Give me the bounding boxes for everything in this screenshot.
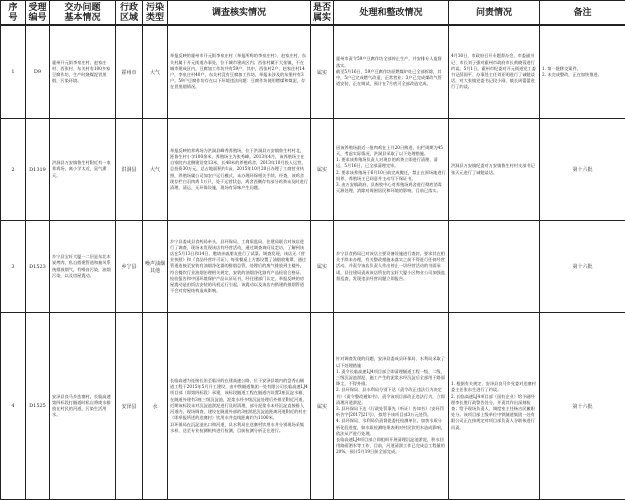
cell-investigation: 乡宁县委成县食药局牵头，县环保局、工商质监局、住建局联合对该店进行了调查，现场未发现该店有经营活动，通过调查询问及走访，了解到该店在5月13日和14日，邀请亲戚朋友进行了试菜。调查发现，该店无《营业执照》和《食品经营许可证》，每张餐桌上方都设置了油烟收集罩，通过管道连接至安装有油烟净化器的排烟总管，处理后的废气排放到主楼外，符合餐饮行业油烟治理相关规定，安装的油烟净化器有产品检验合格证、检验报告和中国环境保护产品认证证书，经住建部门认定，举报反映的房屋震动是由饭店安装的风机运行引起，该震动以及该店内搭建的排烟管道不会对房屋结构造成影响。 (168, 221, 311, 313)
header-handling: 处理和整改情况 (334, 1, 449, 26)
cell-handling: 霍州市责令59户豆腐作坊全部停止生产，并安排专人监督落实。 截至5月16日，59户豆腐作坊原燃煤炉灶已全部拆除，其中，5户已完成燃气改造，正常营业；3户已完成煤改气管道安装，正在调试，预计在7月底可全部改造完成。 (334, 25, 449, 119)
cell-issue: 安泽县良马乡迭寨村，长临高速第四标段打隧道时私自将废水排放在村民的河道，污染生活用水。 (50, 313, 116, 500)
cell-remarks: 1. 第一批移交案件。 2. 未完成整改，正在加快推进。 (540, 25, 625, 119)
cell-verified: 属实 (311, 25, 334, 119)
cell-region: 安泽县 (116, 313, 143, 500)
header-verified: 是否 属实 (311, 1, 334, 26)
cell-remarks: 第十六批 (540, 313, 625, 500)
header-investigation: 调查核实情况 (168, 1, 311, 26)
header-type: 污染 类型 (143, 1, 168, 26)
cell-handling: 针对调查发现的问题，安泽县委成县环保局、水利局采取了以下处理措施： 1. 责令长临高速LJ4项目部立即清理隧道工程一级、二级、三级沉淀池淤泥，施工产生的泥浆水经沉淀后全部用于路面降尘，不得外排。 2. 县环保局、县水利局分别下达《责令改正违法行为决定书》《责令整改通知书》，责令该项目部改正违法行为，立即清理河道淤泥。 3. 县环保局下达《行政处罚事先（听证）告知书》（安环罚听告字[2017]21号），拟给予该项目部3万元处罚。 4. 县环保局、水利局负责督促委托检测单位，加快水质分析化验进度，如水质检测结果表明对村民饮用水造成影响，依法从严进行处理。 长临高速LJ4项目部立即组织开展清理沉淀池淤泥，积水回用路面洒水等工作，目前，河道清淤工作已完成总工程量的20%，预计5月19日前全部完成。 (334, 313, 449, 500)
cell-type: 水 (143, 313, 168, 500)
header-row (1, 1, 625, 26)
cell-issue: 霍州开元街李泉庄村、赵家庄村、西张村、东关村有100多家豆腐作坊，生产时烧煤泥冒黑烟，污染环境。 (50, 25, 116, 119)
cell-region: 洪洞县 (116, 119, 143, 221)
cell-investigation: 举报反映的养鸡场为洪洞县峰秀养殖场，位于洪洞县万安镇鲁生村村北，距鲁生村小学100余米，养殖场主为张秀峰。2013年4月，该养殖场主在自家院内北侧建设宽13米，长48米的养殖鸡舍，2013年10月投入运营，总投资30万元，总占地面积约1亩，2015年10月20日办理了工商营业执照，养殖场属公司加农户运行模式，未办理环保相关手续。经查，该鸡舍现存栏白羽肉鸡 1万只，处于运营状态，鸡舍西侧存有部分鸡粪未及时进行清理、清运，无环保设施，现场有异味产生问题。 (168, 119, 311, 221)
header-accountability: 问责情况 (449, 1, 540, 26)
header-issue: 交办问题 基本情况 (50, 1, 116, 26)
header-remarks: 备注 (540, 1, 625, 26)
cell-investigation: 长临高速为连接长治至临汾的在建高速公路，位于安泽县境内的盘秀山隧道工程于2015年5月开工建设，由中铁隧道集团一处有限公司长临高速LJ4项目部（即第四标段）承建，该标段隧道工程在隧道内设置3座沉淀水箱，在隧道外建有3座三级沉淀池，泥浆水经多级沉淀处理后外排至附近河道，近期该标段未对沉淀池淤泥进行及时清理，部分泥浆水未经沉淀直接排入河道内，现场调查，建设在隧道外部的3座淤泥沉淀池距离河道附近的村庄（即举报所述的迭寨村）饮用水井直线距离约为1100米。 县环保局在沉淀池出口和河道，县水利局在迭寨村饮用水井分别现场采集水样，送至专业检测机构进行检测，目前检测分析正在进行。 (168, 313, 311, 500)
cell-type: 噪声油烟其他 (143, 221, 168, 313)
cell-investigation: 举报反映的霍州市开元街李泉庄村（举报所称的李泉庄村）、赵家庄村、东关村属于开元街道办事处，位于城市建成区内；西张村属于大张镇，不在城市建成区内。豆腐加工作坊共有59户，其中，西张村2户，赵家庄村14户，李泉庄村40户，东关村没有豆腐加工作坊，举报未涉及的东堡村有3户。59户豆腐作坊存在以下环境违法问题：豆腐作坊使用燃煤和煤泥，存在冒黑烟情况。 (168, 25, 311, 119)
cell-handling: 因该养殖场最近一批肉鸡在上月20日购进，出栏周期为45天，考虑实际情况，洪洞县采取了以下处理措施。 1. 要求该养殖场负责人对现存的鸡粪立即进行清理、清运，5月16日，已全部清理完毕。 2. 要求该养殖场于6月10日前完成搬迁，禁止在原场地进行饲养，养殖场主已同意并主动写下保证书。 3. 由万安镇政府、县畜牧中心对养殖场鸡舍进行彻底消毒灭源处理，消除对周围居民和环境的影响，目前已落实。 (334, 119, 449, 221)
table-row (1, 221, 625, 313)
cell-no: 3 (1, 221, 26, 313)
cell-issue: 乡宁县宝轩大厦一二层是东北木炭烤肉，私自搭建管道和抽风系统排放烟气，有噪音污染，油烟污染，以及房屋震动。 (50, 221, 116, 313)
cell-type: 大气 (143, 119, 168, 221)
cell-region: 乡宁县 (116, 221, 143, 313)
cell-remarks: 第十六批 (540, 221, 625, 313)
cell-verified: 属实 (311, 313, 334, 500)
cell-id: D1319 (26, 119, 50, 221)
cell-handling: 乡宁县食药局已对该店主要设备设施进行查封，要求其在相关手续未办理，有关整改措施未落实之前不得进行任何经营活动，并责令该店负责人作出停止一切经营活动的书面承诺，县住建局责成该店所在的宝轩大厦小区物业公司加强监督巡查，发现违法经营问题立即报告。 (334, 221, 449, 313)
cell-no: 4 (1, 313, 26, 500)
cell-id: D1523 (26, 221, 50, 313)
cell-id: D9 (26, 25, 50, 119)
table-row (1, 25, 625, 119)
header-no: 序 号 (1, 1, 26, 26)
cell-no: 2 (1, 119, 26, 221)
cell-accountability: 1. 根据有关规定，安泽县良马乡党委对迭寨村委主任张东生进行了约谈。 2. 长临高速LJ4项目部（国有企业）给予副经理李长胜行政警告处分，并责其作出深刻检查；给予现场负责人、调度室主任杨吉民撤职处分。该项目部上级单位中铁隧道集团一处有限公司正在按规定对项目部负责人谷联伟进行问责。 (449, 313, 540, 500)
table-row (1, 313, 625, 500)
cell-region: 霍州市 (116, 25, 143, 119)
cell-remarks: 第十六批 (540, 119, 625, 221)
cell-issue: 洪洞县万安镇鲁生村附近有一家养鸡场，离小学太近，臭气熏天。 (50, 119, 116, 221)
table-row (1, 119, 625, 221)
cell-type: 大气 (143, 25, 168, 119)
header-id: 受理 编号 (26, 1, 50, 26)
cell-id: D1525 (26, 313, 50, 500)
cell-no: 1 (1, 25, 26, 119)
cell-verified: 属实 (311, 119, 334, 221)
cell-accountability (449, 221, 540, 313)
cell-accountability: 4月30日，市政府召开专题督办会，市委副书记、市长刘子强对霍州市政府市长黄晓蓉进行约谈。5月1日，霍州市纪委对开元街道党工委书记薛国平、办事处主任刘亚明进行了诫勉谈话，对大张镇党委书记段小刚、镇长周蕾蕾进行了约谈。 (449, 25, 540, 119)
cell-verified: 属实 (311, 221, 334, 313)
header-region: 行政 区域 (116, 1, 143, 26)
cell-accountability: 洪洞县万安镇纪委对万安镇鲁生村村支部书记张天元进行了诫勉谈话。 (449, 119, 540, 221)
